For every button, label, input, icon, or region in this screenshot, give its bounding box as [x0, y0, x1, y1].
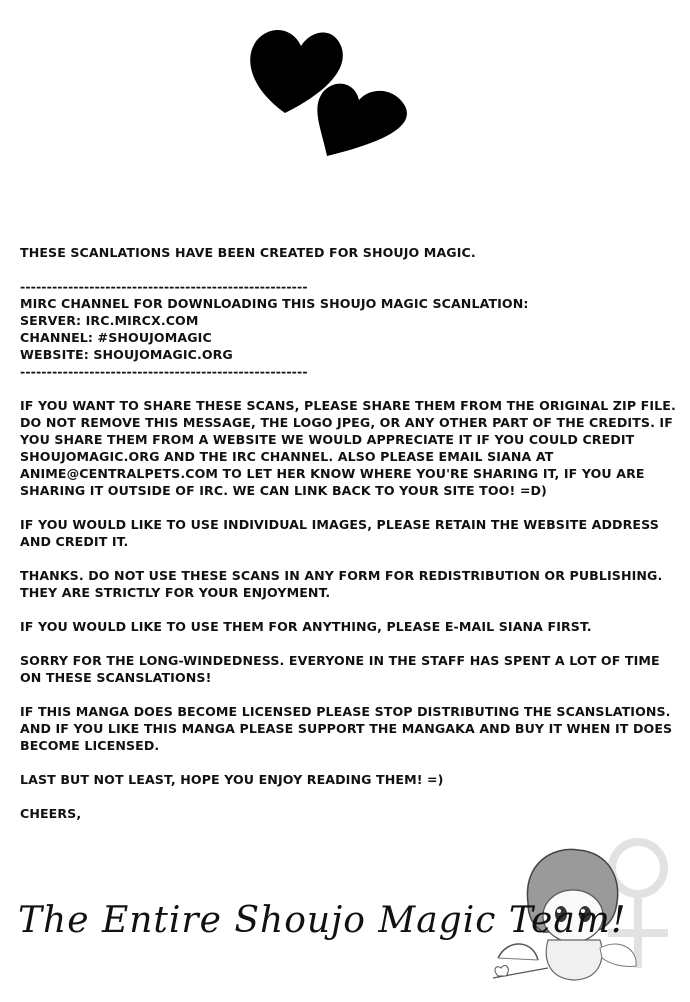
paragraph: IF YOU WOULD LIKE TO USE THEM FOR ANYTHING, PLEASE E-MAIL SIANA FIRST.	[20, 619, 592, 634]
credits-text	[20, 244, 680, 839]
paragraph: THANKS. DO NOT USE THESE SCANS IN ANY FORM FOR REDISTRIBUTION OR PUBLISHING. THEY ARE STRICTLY FOR YOUR ENJOYMENT.	[20, 568, 663, 600]
divider: ------------------------------------------------------	[20, 279, 308, 294]
divider: ------------------------------------------------------	[20, 364, 308, 379]
irc-website: WEBSITE: SHOUJOMAGIC.ORG	[20, 347, 233, 362]
irc-info-block	[20, 278, 680, 380]
double-heart-icon	[245, 18, 415, 158]
intro-text: THESE SCANLATIONS HAVE BEEN CREATED FOR SHOUJO MAGIC.	[20, 245, 476, 260]
paragraph: CHEERS,	[20, 806, 82, 821]
irc-server: SERVER: IRC.MIRCX.COM	[20, 313, 199, 328]
paragraph: IF THIS MANGA DOES BECOME LICENSED PLEASE STOP DISTRIBUTING THE SCANSLATIONS. AND IF YOU LIKE THIS MANGA PLEASE SUPPORT THE MANGAKA AND BUY IT WHEN IT DOES BECOME LICENSED.	[20, 704, 673, 753]
irc-heading: MIRC CHANNEL FOR DOWNLOADING THIS SHOUJO MAGIC SCANLATION:	[20, 296, 529, 311]
irc-channel: CHANNEL: #SHOUJOMAGIC	[20, 330, 212, 345]
paragraph: IF YOU WANT TO SHARE THESE SCANS, PLEASE SHARE THEM FROM THE ORIGINAL ZIP FILE. DO NOT REMOVE THIS MESSAGE, THE LOGO JPEG, OR ANY OTHER PART OF THE CREDITS. IF YOU SHARE THEM FROM A WEBSITE WE WOULD APPRECIATE IT IF YOU COULD CREDIT SHOUJOMAGIC.ORG AND THE IRC CHANNEL. ALSO PLEASE EMAIL SIANA AT ANIME@CENTRALPETS.COM TO LET HER KNOW WHERE YOU'RE SHARING IT, IF YOU ARE SHARING IT OUTSIDE OF IRC. WE CAN LINK BACK TO YOUR SITE TOO! =D)	[20, 398, 676, 498]
paragraph: SORRY FOR THE LONG-WINDEDNESS. EVERYONE IN THE STAFF HAS SPENT A LOT OF TIME ON THESE SCANSLATIONS!	[20, 653, 660, 685]
paragraph: IF YOU WOULD LIKE TO USE INDIVIDUAL IMAGES, PLEASE RETAIN THE WEBSITE ADDRESS AND CREDIT IT.	[20, 517, 659, 549]
paragraph: LAST BUT NOT LEAST, HOPE YOU ENJOY READING THEM! =)	[20, 772, 444, 787]
signature: The Entire Shoujo Magic Team!	[18, 900, 627, 941]
